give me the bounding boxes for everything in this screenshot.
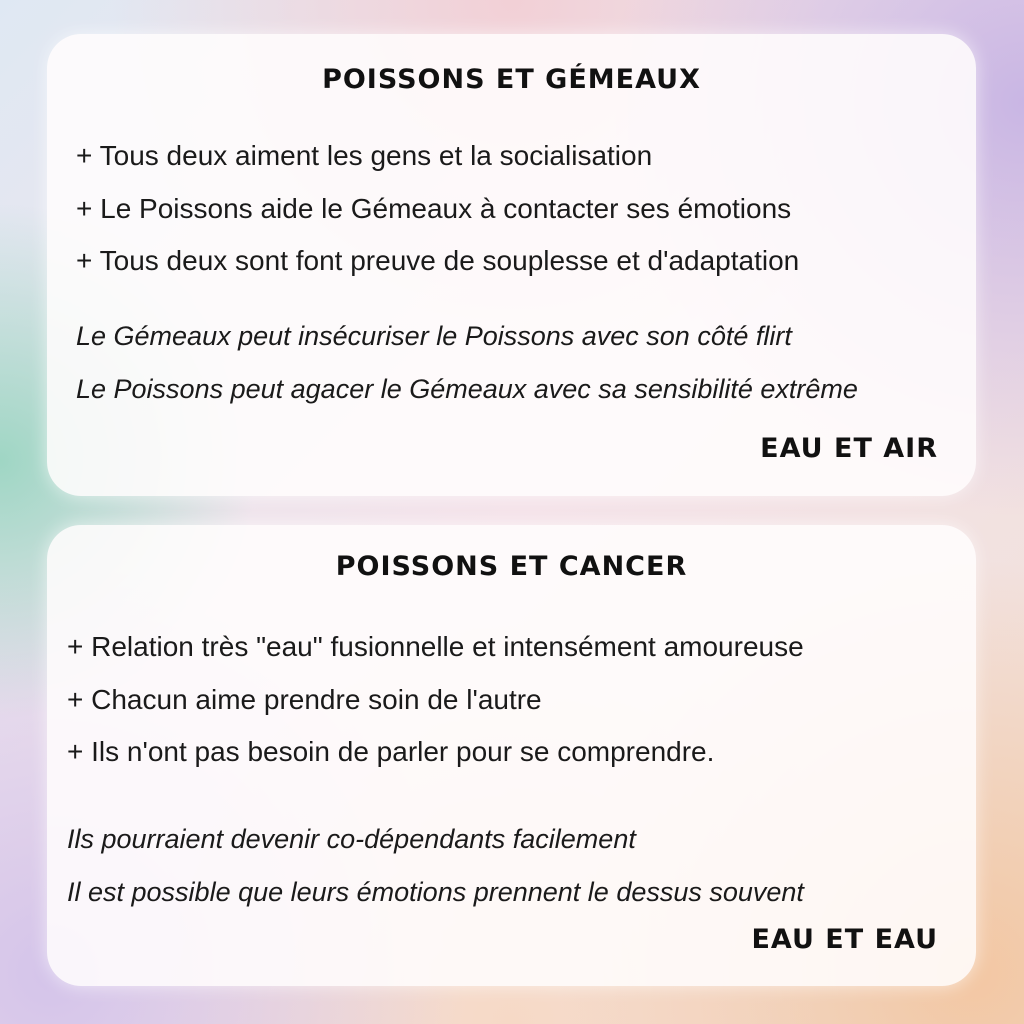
card-title: POISSONS ET GÉMEAUX: [322, 64, 701, 95]
card-title: POISSONS ET CANCER: [335, 551, 688, 582]
challenges-list: [67, 813, 804, 918]
strengths-list: [76, 130, 799, 288]
elements-label: EAU ET AIR: [760, 433, 938, 464]
compatibility-card-cancer: [47, 525, 976, 986]
compatibility-card-gemeaux: [47, 34, 976, 496]
strength-item: + Tous deux aiment les gens et la socialisation: [76, 140, 653, 171]
challenge-item: Il est possible que leurs émotions prennent le dessus souvent: [67, 876, 804, 907]
strength-item: + Chacun aime prendre soin de l'autre: [67, 683, 542, 715]
challenges-list: [76, 310, 858, 415]
challenge-item: Le Poissons peut agacer le Gémeaux avec sa sensibilité extrême: [76, 373, 858, 404]
strength-item: + Ils n'ont pas besoin de parler pour se comprendre.: [67, 736, 715, 767]
challenge-item: Ils pourraient devenir co-dépendants facilement: [67, 824, 636, 854]
strength-item: + Le Poissons aide le Gémeaux à contacter ses émotions: [76, 192, 792, 224]
strengths-list: [67, 621, 804, 779]
strength-item: + Tous deux sont font preuve de souplesse et d'adaptation: [76, 245, 800, 276]
elements-label: EAU ET EAU: [751, 924, 938, 955]
challenge-item: Le Gémeaux peut insécuriser le Poissons avec son côté flirt: [76, 321, 792, 351]
strength-item: + Relation très "eau" fusionnelle et intensément amoureuse: [67, 631, 804, 662]
